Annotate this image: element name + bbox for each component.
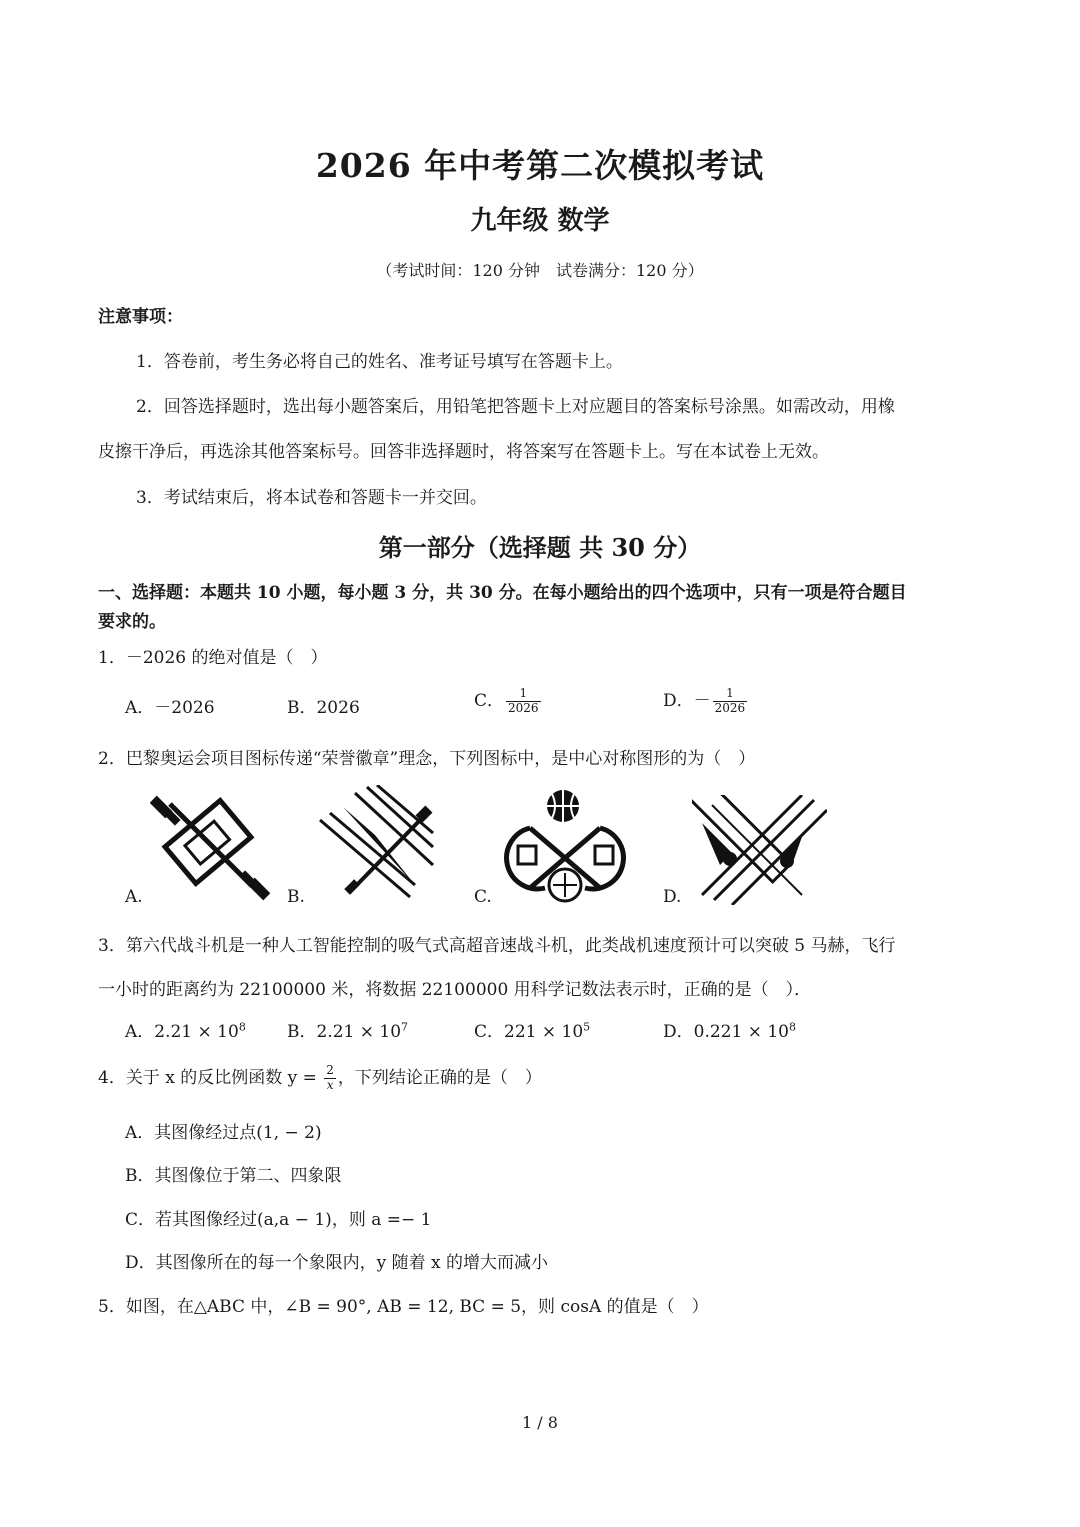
q3-option-c	[474, 1017, 590, 1042]
q2-option-d-label: D.	[663, 887, 682, 907]
exam-info: （考试时间：120 分钟 试卷满分：120 分）	[376, 261, 704, 280]
fencing-icon	[315, 785, 435, 900]
q3-stem-line-1: 3．第六代战斗机是一种人工智能控制的吸气式高超音速战斗机，此类战机速度预计可以突破 5 马赫，飞行	[98, 936, 896, 956]
q1-option-c	[474, 686, 543, 716]
q1-option-c-fraction	[506, 687, 541, 716]
q1-option-b: B．2026	[287, 698, 360, 718]
q3-option-d-base: D．0.221 × 10	[663, 1022, 789, 1042]
q3-stem-line-2: 一小时的距离约为 22100000 米，将数据 22100000 用科学记数法表示时，正确的是（ ）．	[98, 980, 812, 1000]
q3-option-b	[287, 1017, 408, 1042]
q3-option-c-base: C．221 × 10	[474, 1022, 584, 1042]
q2-option-c-label: C.	[474, 887, 492, 907]
q4-stem	[98, 1063, 542, 1093]
q4-stem-prefix: 4．关于 x 的反比例函数 y =	[98, 1068, 323, 1088]
section-intro-line-2: 要求的。	[98, 612, 166, 632]
badminton-icon	[692, 795, 827, 905]
q3-option-a-base: A．2.21 × 10	[125, 1022, 239, 1042]
q3-option-c-exponent: 5	[583, 1020, 591, 1034]
q4-fraction	[324, 1064, 336, 1093]
section-intro-line-1: 一、选择题：本题共 10 小题，每小题 3 分，共 30 分。在每小题给出的四个选项中，只有一项是符合题目	[98, 583, 907, 603]
q1-option-d-numerator: 1	[726, 686, 734, 701]
q4-fraction-numerator: 2	[326, 1063, 334, 1078]
notice-item-3: 3．考试结束后，将本试卷和答题卡一并交回。	[136, 488, 487, 508]
q3-option-d	[663, 1017, 796, 1042]
q4-option-c: C．若其图像经过(a,a − 1)，则 a =− 1	[125, 1210, 432, 1230]
q5-stem: 5．如图，在△ABC 中，∠B = 90°, AB = 12, BC = 5，则 cosA 的值是（ ）	[98, 1297, 709, 1317]
q4-stem-suffix: ，下列结论正确的是（ ）	[337, 1068, 542, 1088]
q1-option-d-denominator: 2026	[714, 701, 746, 715]
q3-option-b-base: B．2.21 × 10	[287, 1022, 402, 1042]
page-number: 1 / 8	[522, 1413, 558, 1432]
weightlifting-icon	[150, 790, 275, 902]
q1-option-d-prefix: D．－	[663, 691, 711, 711]
q2-option-a-label: A.	[125, 887, 143, 907]
q2-option-b-label: B.	[287, 887, 305, 907]
q3-option-d-exponent: 8	[788, 1020, 796, 1034]
q3-option-a-exponent: 8	[238, 1020, 246, 1034]
q3-option-a	[125, 1017, 246, 1042]
q1-stem: 1．－2026 的绝对值是（ ）	[98, 648, 328, 668]
section-heading: 第一部分（选择题 共 30 分）	[378, 533, 702, 562]
q1-option-c-denominator: 2026	[508, 701, 539, 715]
notice-item-2-line-2: 皮擦干净后，再选涂其他答案标号。回答非选择题时，将答案写在答题卡上。写在本试卷上无效。	[98, 442, 829, 462]
q2-stem: 2．巴黎奥运会项目图标传递“荣誉徽章”理念，下列图标中，是中心对称图形的为（ ）	[98, 749, 756, 769]
q4-fraction-denominator: x	[324, 1078, 336, 1093]
notice-item-1: 1．答卷前，考生务必将自己的姓名、准考证号填写在答题卡上。	[136, 352, 623, 372]
notice-item-2-line-1: 2．回答选择题时，选出每小题答案后，用铅笔把答题卡上对应题目的答案标号涂黑。如需改动，用橡	[136, 397, 895, 417]
q1-option-d	[663, 686, 749, 716]
q4-option-b: B．其图像位于第二、四象限	[125, 1166, 342, 1186]
q3-option-b-exponent: 7	[401, 1020, 409, 1034]
exam-subtitle: 九年级 数学	[470, 206, 610, 236]
basketball-icon	[500, 788, 635, 903]
q1-option-c-numerator: 1	[519, 686, 528, 701]
q1-option-c-prefix: C．	[474, 691, 505, 711]
notice-heading: 注意事项：	[98, 307, 183, 327]
exam-title: 2026 年中考第二次模拟考试	[315, 146, 765, 185]
q1-option-a: A．－2026	[125, 698, 215, 718]
q4-option-a: A．其图像经过点(1, − 2)	[125, 1123, 322, 1143]
q4-option-d: D．其图像所在的每一个象限内，y 随着 x 的增大而减小	[125, 1253, 549, 1273]
q1-option-d-fraction	[713, 687, 748, 716]
